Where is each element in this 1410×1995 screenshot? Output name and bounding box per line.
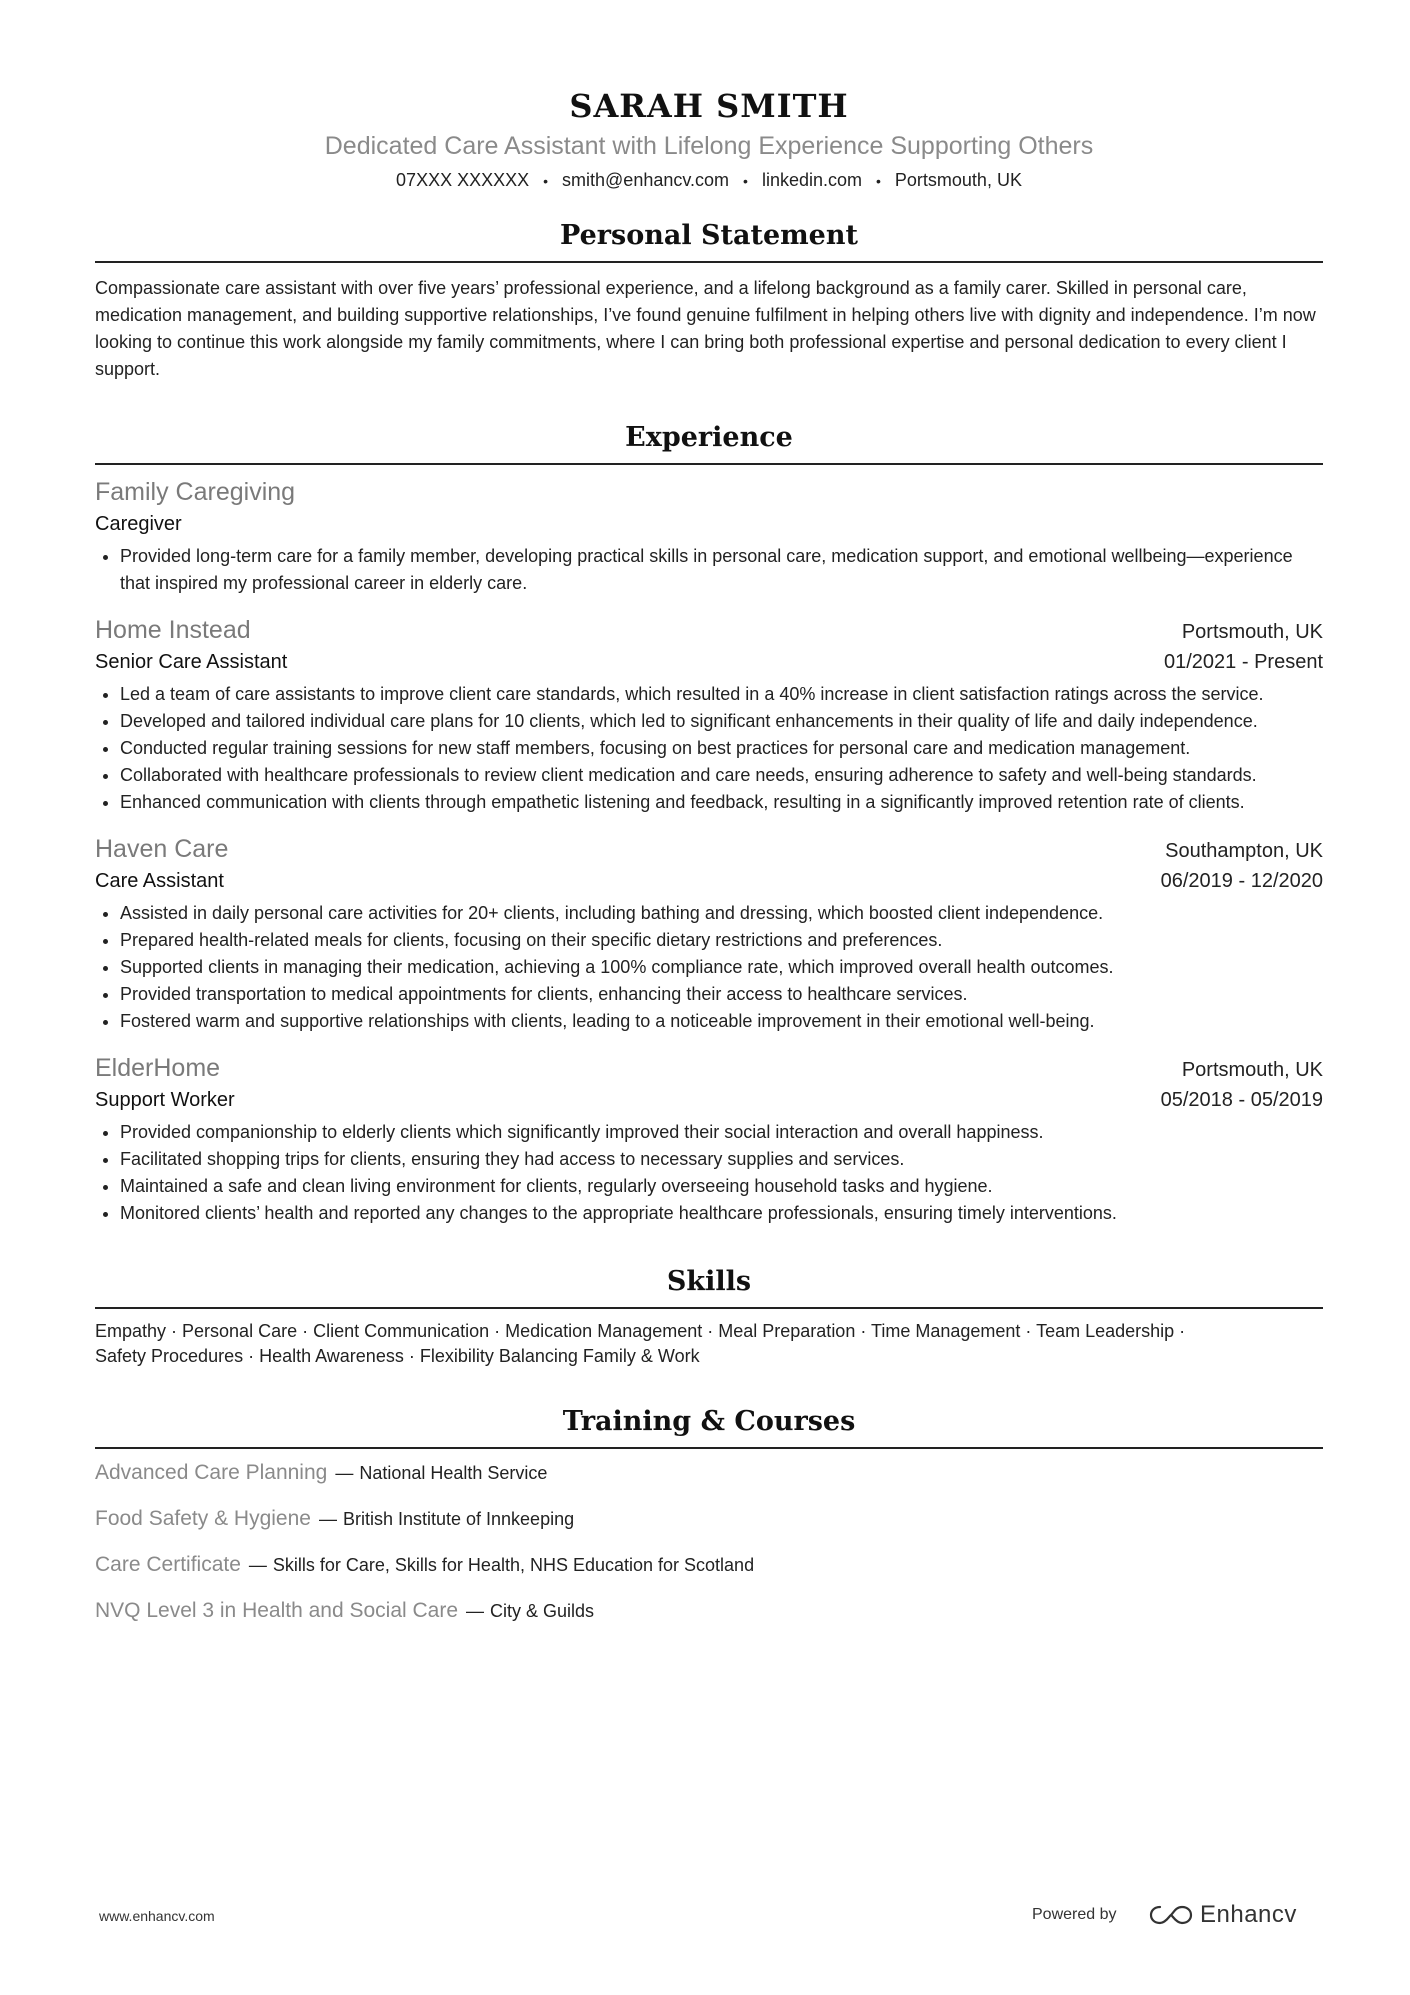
job-bullet: • Enhanced communication with clients through empathetic listening and feedback, resulting in a significantly improved retention rate of clients. xyxy=(120,789,1323,816)
resume-page xyxy=(95,0,1323,1623)
skills-list xyxy=(95,1319,1323,1369)
job-bullet: • Monitored clients’ health and reported any changes to the appropriate healthcare professionals, ensuring timely interventions. xyxy=(120,1200,1323,1227)
contact-line xyxy=(95,168,1323,193)
contact-linkedin[interactable]: linkedin.com xyxy=(761,170,862,190)
job-bullet: • Conducted regular training sessions for new staff members, focusing on best practices for personal care and medication management. xyxy=(120,735,1323,762)
course-title: NVQ Level 3 in Health and Social Care xyxy=(95,1599,459,1622)
candidate-name: SARAH SMITH xyxy=(569,87,849,125)
contact-separator: • xyxy=(876,173,881,189)
job-location: Southampton, UK xyxy=(1165,840,1323,862)
course-item xyxy=(95,1461,1323,1485)
job-bullet: • Developed and tailored individual care plans for 10 clients, which led to significant enhancements in their quality of life and daily independence. xyxy=(120,708,1323,735)
job-bullet: • Prepared health-related meals for clients, focusing on their specific dietary restrictions and preferences. xyxy=(120,927,1323,954)
contact-phone: 07XXX XXXXXX xyxy=(396,170,530,190)
contact-separator: • xyxy=(543,173,549,189)
course-dash: — xyxy=(318,1509,337,1529)
course-item xyxy=(95,1507,1323,1531)
job-entry xyxy=(95,832,1323,1035)
job-dates: 05/2018 - 05/2019 xyxy=(1160,1089,1323,1111)
job-role: Caregiver xyxy=(95,513,182,535)
personal-statement-text: Compassionate care assistant with over five years’ professional experience, and a lifelong background as a family carer. Skilled in personal care, medication management, and building supportive relationships, I’ve found genuine fulfilment in helping others live with dignity and independence. I’m now looking to continue this work alongside my family commitments, where I can bring both professional expertise and personal dedication to every client I support. xyxy=(95,278,1316,379)
job-bullet: • Supported clients in managing their medication, achieving a 100% compliance rate, which improved overall health outcomes. xyxy=(120,954,1323,981)
contact-email[interactable]: smith@enhancv.com xyxy=(562,170,730,190)
job-bullet: • Provided transportation to medical appointments for clients, enhancing their access to healthcare services. xyxy=(120,981,1323,1008)
section-experience xyxy=(95,419,1323,1227)
course-item xyxy=(95,1553,1323,1577)
footer-website-link[interactable]: www.enhancv.com xyxy=(99,1908,215,1924)
job-bullets xyxy=(95,1119,1323,1227)
section-personal-statement xyxy=(95,217,1323,383)
section-title: Experience xyxy=(95,419,1323,465)
candidate-tagline: Dedicated Care Assistant with Lifelong Experience Supporting Others xyxy=(324,132,1094,160)
contact-separator: • xyxy=(743,173,748,189)
section-title: Skills xyxy=(95,1263,1323,1309)
job-entry xyxy=(95,613,1323,816)
job-role: Senior Care Assistant xyxy=(95,651,288,673)
job-bullet: • Maintained a safe and clean living environment for clients, regularly overseeing household tasks and hygiene. xyxy=(120,1173,1323,1200)
skills-line: Safety Procedures · Health Awareness · Flexibility Balancing Family & Work xyxy=(95,1346,700,1366)
job-bullet: • Fostered warm and supportive relationships with clients, leading to a noticeable improvement in their emotional well-being. xyxy=(120,1008,1323,1035)
course-dash: — xyxy=(466,1601,485,1621)
job-bullet: • Assisted in daily personal care activities for 20+ clients, including bathing and dressing, which boosted client independence. xyxy=(120,900,1323,927)
job-company: Home Instead xyxy=(95,616,251,644)
section-title: Training & Courses xyxy=(95,1403,1323,1449)
course-title: Advanced Care Planning xyxy=(95,1461,328,1484)
section-skills xyxy=(95,1263,1323,1369)
job-bullet: • Provided long-term care for a family member, developing practical skills in personal care, medication support, and emotional wellbeing—experience that inspired my professional career in elderly care. xyxy=(120,543,1323,597)
footer-powered-by: Powered by xyxy=(1032,1906,1117,1923)
course-provider: Skills for Care, Skills for Health, NHS Education for Scotland xyxy=(272,1555,755,1575)
job-bullets xyxy=(95,681,1323,816)
course-dash: — xyxy=(335,1463,354,1483)
job-company: Haven Care xyxy=(95,835,229,863)
course-provider: British Institute of Innkeeping xyxy=(342,1509,575,1529)
job-role: Care Assistant xyxy=(95,870,224,892)
enhancv-logo-text: Enhancv xyxy=(1200,1901,1297,1928)
course-item xyxy=(95,1599,1323,1623)
course-title: Care Certificate xyxy=(95,1553,241,1576)
job-bullets xyxy=(95,900,1323,1035)
contact-location: Portsmouth, UK xyxy=(894,170,1022,190)
job-bullet: • Collaborated with healthcare professionals to review client medication and care needs, ensuring adherence to safety and well-being standards. xyxy=(120,762,1323,789)
job-dates: 01/2021 - Present xyxy=(1164,651,1323,673)
job-company: ElderHome xyxy=(95,1054,221,1082)
job-company: Family Caregiving xyxy=(95,478,296,506)
course-title: Food Safety & Hygiene xyxy=(95,1507,311,1530)
job-bullets xyxy=(95,543,1323,597)
job-bullet: • Led a team of care assistants to improve client care standards, which resulted in a 40% increase in client satisfaction ratings across the service. xyxy=(120,681,1323,708)
job-entry xyxy=(95,475,1323,597)
course-dash: — xyxy=(248,1555,267,1575)
skills-line: Empathy · Personal Care · Client Communication · Medication Management · Meal Preparation · Time Management · Team Leadership · xyxy=(95,1321,1186,1341)
job-entry xyxy=(95,1051,1323,1227)
section-training xyxy=(95,1403,1323,1623)
section-title: Personal Statement xyxy=(95,217,1323,263)
job-bullet: • Provided companionship to elderly clients which significantly improved their social interaction and overall happiness. xyxy=(120,1119,1323,1146)
job-role: Support Worker xyxy=(95,1089,235,1111)
page-footer xyxy=(0,1902,1410,1932)
job-location: Portsmouth, UK xyxy=(1181,621,1323,643)
resume-header xyxy=(95,0,1323,193)
enhancv-logo[interactable] xyxy=(1148,1902,1297,1928)
enhancv-infinity-icon xyxy=(1148,1904,1194,1926)
course-provider: National Health Service xyxy=(359,1463,548,1483)
job-dates: 06/2019 - 12/2020 xyxy=(1160,870,1323,892)
job-location: Portsmouth, UK xyxy=(1181,1059,1323,1081)
course-provider: City & Guilds xyxy=(490,1601,595,1621)
job-bullet: • Facilitated shopping trips for clients, ensuring they had access to necessary supplies and services. xyxy=(120,1146,1323,1173)
